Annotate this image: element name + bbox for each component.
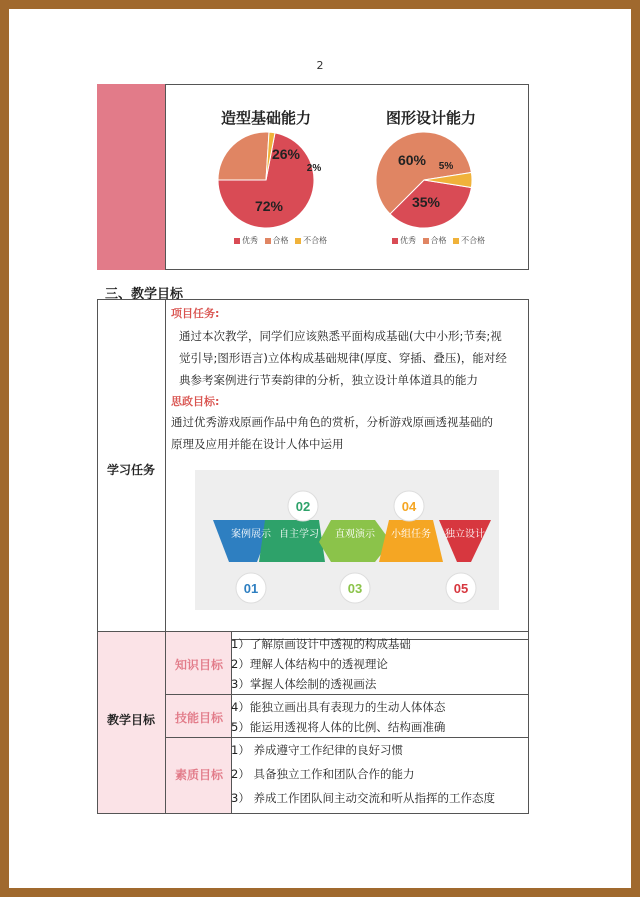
project-title: 项目任务: bbox=[171, 307, 220, 320]
step-1-number: 01 bbox=[243, 581, 259, 596]
project-line: 通过本次教学，同学们应该熟悉平面构成基础(大中小形;节奏;视 bbox=[179, 329, 502, 343]
document-page bbox=[9, 9, 631, 888]
quality-item: 2） 具备独立工作和团队合作的能力 bbox=[231, 767, 415, 781]
learning-label: 学习任务 bbox=[107, 463, 156, 477]
pie-label: 72% bbox=[254, 198, 284, 214]
chart-panel bbox=[165, 84, 529, 270]
legend-swatch bbox=[392, 238, 398, 244]
legend-label: 优秀 bbox=[400, 236, 416, 245]
objectives-label: 教学目标 bbox=[107, 713, 156, 727]
pink-label-cell bbox=[97, 84, 165, 270]
legend-swatch bbox=[295, 238, 301, 244]
chart-title: 造型基础能力 bbox=[220, 109, 311, 127]
legend-label: 不合格 bbox=[303, 236, 328, 245]
pie-label: 60% bbox=[397, 152, 427, 168]
step-3-text: 直观演示 bbox=[335, 529, 375, 540]
ideology-line: 通过优秀游戏原画作品中角色的赏析，分析游戏原画透视基础的 bbox=[171, 415, 493, 429]
knowledge-title: 知识目标 bbox=[175, 658, 224, 672]
legend-left bbox=[230, 235, 327, 246]
step-2-text: 自主学习 bbox=[279, 529, 319, 540]
step-5-shape bbox=[439, 520, 491, 562]
pie-label: 5% bbox=[438, 161, 454, 172]
steps-infographic bbox=[195, 470, 499, 610]
knowledge-item: 1）了解原画设计中透视的构成基础 bbox=[231, 637, 411, 651]
step-2-shape bbox=[259, 520, 325, 562]
page-number: 2 bbox=[316, 59, 324, 72]
step-4-shape bbox=[379, 520, 443, 562]
section-title: 三、教学目标 bbox=[105, 287, 184, 302]
legend-swatch bbox=[423, 238, 429, 244]
legend-swatch bbox=[453, 238, 459, 244]
legend-right bbox=[388, 235, 485, 246]
ideology-text bbox=[171, 411, 526, 455]
step-3-number: 03 bbox=[347, 581, 363, 596]
knowledge-item: 2）理解人体结构中的透视理论 bbox=[231, 657, 388, 671]
legend-swatch bbox=[265, 238, 271, 244]
pie-label: 26% bbox=[271, 146, 301, 162]
legend-swatch bbox=[234, 238, 240, 244]
learning-content bbox=[171, 305, 526, 455]
skill-item: 5）能运用透视将人体的比例、结构画准确 bbox=[231, 720, 446, 734]
skill-title: 技能目标 bbox=[175, 711, 224, 725]
legend-label: 不合格 bbox=[461, 236, 486, 245]
quality-item: 3） 养成工作团队间主动交流和听从指挥的工作态度 bbox=[231, 791, 495, 805]
legend-label: 合格 bbox=[272, 236, 289, 245]
knowledge-item: 3）掌握人体绘制的透视画法 bbox=[231, 677, 377, 691]
pie-label: 35% bbox=[411, 194, 441, 210]
pie-slice bbox=[218, 132, 269, 180]
legend-label: 优秀 bbox=[242, 236, 258, 245]
pie-label: 2% bbox=[306, 163, 322, 174]
legend-label: 合格 bbox=[430, 236, 447, 245]
chart-title: 图形设计能力 bbox=[385, 109, 476, 127]
project-text bbox=[171, 325, 526, 391]
project-line: 觉引导;图形语言)立体构成基础规律(厚度、穿插、叠压)，能对经 bbox=[179, 351, 507, 365]
step-4-number: 04 bbox=[401, 499, 417, 514]
project-line: 典参考案例进行节奏韵律的分析，独立设计单体道具的能力 bbox=[179, 373, 478, 387]
ideology-title: 思政目标: bbox=[171, 395, 220, 408]
step-1-text: 案例展示 bbox=[231, 529, 271, 540]
quality-item: 1） 养成遵守工作纪律的良好习惯 bbox=[231, 743, 403, 757]
step-4-text: 小组任务 bbox=[391, 529, 431, 540]
skill-item: 4）能独立画出具有表现力的生动人体体态 bbox=[231, 700, 446, 714]
ideology-line: 原理及应用并能在设计人体中运用 bbox=[171, 437, 344, 451]
step-3-shape bbox=[319, 520, 391, 562]
step-5-text: 独立设计 bbox=[445, 529, 485, 540]
quality-title: 素质目标 bbox=[175, 768, 224, 782]
step-5-number: 05 bbox=[453, 581, 469, 596]
step-2-number: 02 bbox=[295, 499, 311, 514]
